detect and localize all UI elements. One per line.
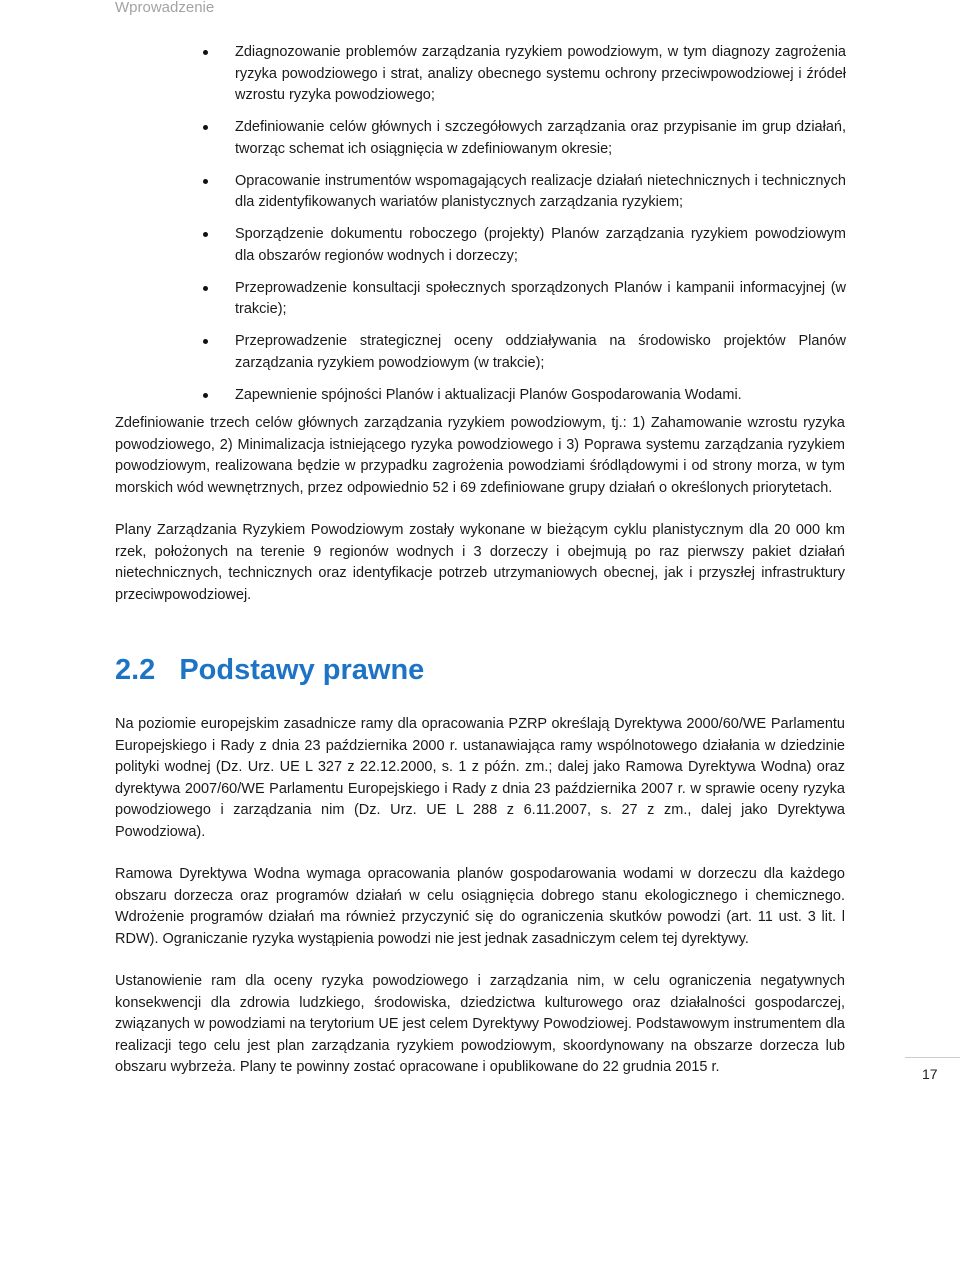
document-body — [115, 42, 845, 1100]
paragraph-plans-scope: Plany Zarządzania Ryzykiem Powodziowym zostały wykonane w bieżącym cyklu planistycznym dla 20 000 km rzek, położonych na terenie 9 regionów wodnych i 3 dorzeczy i obejmują po raz pierwszy pakiet działań nietechnicznych, technicznych oraz identyfikacje potrzeb utrzymaniowych obecnej, jak i przyszłej infrastruktury przeciwpowodziowej. — [115, 522, 845, 603]
page-number — [905, 1057, 960, 1082]
list-item: Przeprowadzenie konsultacji społecznych sporządzonych Planów i kampanii informacyjnej (w trakcie); — [0, 278, 846, 321]
list-item: Przeprowadzenie strategicznej oceny oddziaływania na środowisko projektów Planów zarządzania ryzykiem powodziowym (w trakcie); — [0, 331, 846, 374]
list-item: Opracowanie instrumentów wspomagających realizacje działań nietechnicznych i technicznych dla zidentyfikowanych wariatów planistycznych zarządzania ryzykiem; — [0, 171, 846, 214]
section-heading — [115, 650, 845, 690]
task-bullet-list — [115, 42, 845, 406]
paragraph-goals: Zdefiniowanie trzech celów głównych zarządzania ryzykiem powodziowym, tj.: 1) Zahamowanie wzrostu ryzyka powodziowego, 2) Minimalizacja istniejącego ryzyka powodziowego i 3) Poprawa systemu zarządzania ryzykiem powodziowym, realizowana będzie w przypadku zagrożenia powodziami śródlądowymi i od strony morza, w tym morskich wód wewnętrznych, przez odpowiednio 52 i 69 zdefiniowane grupy działań o określonych priorytetach. — [115, 415, 845, 496]
page-number-value: 17 — [922, 1066, 938, 1082]
section-title: Podstawy prawne — [179, 654, 425, 686]
paragraph-water-directive: Ramowa Dyrektywa Wodna wymaga opracowania planów gospodarowania wodami w dorzeczu dla każdego obszaru dorzecza oraz programów działań w celu osiągnięcia dobrego stanu ekologicznego i chemicznego. Wdrożenie programów działań ma również przyczynić się do ograniczenia skutków powodzi (art. 11 ust. 3 lit. l RDW). Ograniczanie ryzyka wystąpienia powodzi nie jest jednak zasadniczym celem tej dyrektywy. — [115, 866, 845, 947]
paragraph-legal-framework: Na poziomie europejskim zasadnicze ramy dla opracowania PZRP określają Dyrektywa 2000/60/WE Parlamentu Europejskiego i Rady z dnia 23 października 2000 r. ustanawiająca ramy wspólnotowego działania w dziedzinie polityki wodnej (Dz. Urz. UE L 327 z 22.12.2000, s. 1 z późn. zm.; dalej jako Ramowa Dyrektywa Wodna) oraz dyrektywa 2007/60/WE Parlamentu Europejskiego i Rady z dnia 23 października 2007 r. w sprawie oceny ryzyka powodziowego i zarządzania nim (Dz. Urz. UE L 288 z 6.11.2007, s. 27 z zm., dalej jako Dyrektywa Powodziowa). — [115, 716, 845, 840]
running-header: Wprowadzenie — [115, 0, 215, 16]
list-item: Sporządzenie dokumentu roboczego (projekty) Planów zarządzania ryzykiem powodziowym dla obszarów regionów wodnych i dorzeczy; — [0, 224, 846, 267]
paragraph-flood-directive: Ustanowienie ram dla oceny ryzyka powodziowego i zarządzania nim, w celu ograniczenia negatywnych konsekwencji dla zdrowia ludzkiego, środowiska, dziedzictwa kulturowego oraz działalności gospodarczej, związanych w powodziami na terytorium UE jest celem Dyrektywy Powodziowej. Podstawowym instrumentem dla realizacji tego celu jest plan zarządzania ryzykiem powodziowym, skoordynowany na obszarze dorzecza lub obszaru wybrzeża. Plany te powinny zostać opracowane i opublikowane do 22 grudnia 2015 r. — [115, 973, 845, 1075]
section-number: 2.2 — [115, 654, 156, 686]
list-item: Zdiagnozowanie problemów zarządzania ryzykiem powodziowym, w tym diagnozy zagrożenia ryzyka powodziowego i strat, analizy obecnego systemu ochrony przeciwpowodziowej i źródeł wzrostu ryzyka powodziowego; — [0, 42, 846, 107]
list-item: Zapewnienie spójności Planów i aktualizacji Planów Gospodarowania Wodami. — [0, 385, 846, 407]
list-item: Zdefiniowanie celów głównych i szczegółowych zarządzania oraz przypisanie im grup działań, tworząc schemat ich osiągnięcia w zdefiniowanym okresie; — [0, 117, 846, 160]
